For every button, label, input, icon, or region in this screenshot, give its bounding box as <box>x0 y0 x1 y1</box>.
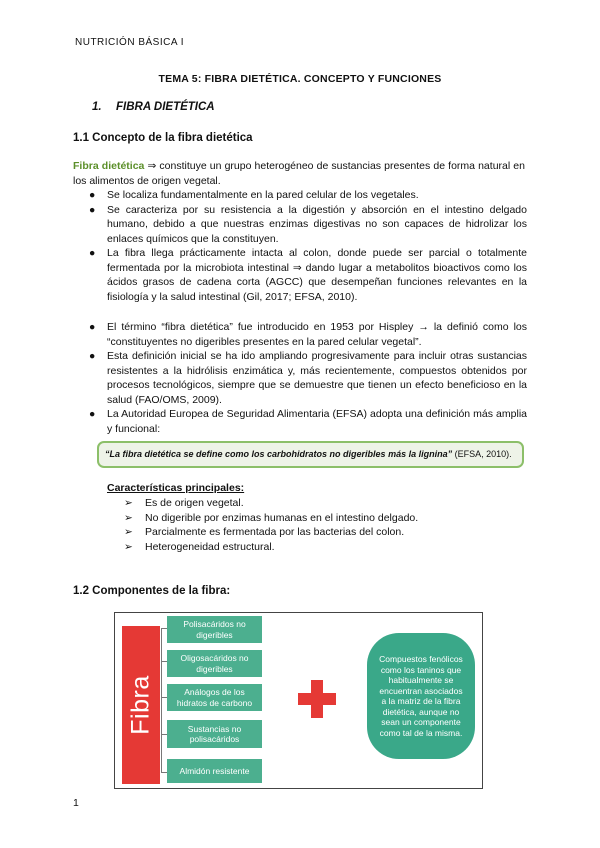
list-item: ● Se caracteriza por su resistencia a la digestión y absorción en el intestino delgado humano, debido a que nuestras enzimas digestivas no son capaces de hidrolizar los enlaces químicos que la constituyen. <box>89 203 527 245</box>
term-highlight: Fibra dietética <box>73 160 145 172</box>
running-header: NUTRICIÓN BÁSICA I <box>75 37 185 48</box>
list-item: ➢ No digerible por enzimas humanas en el intestino delgado. <box>124 511 419 524</box>
arrow-bullet-icon: ➢ <box>124 540 133 553</box>
section-title: FIBRA DIETÉTICA <box>116 101 215 113</box>
intro-paragraph <box>73 159 525 188</box>
quote-source: (EFSA, 2010). <box>452 449 512 459</box>
list-item: ● La fibra llega prácticamente intacta al colon, donde puede ser parcial o totalmente fermentada por la microbiota intestinal ⇒ dando lugar a metabolitos bioactivos como los ácidos grasos de cadena corta (AGCC) que desempeñan funciones relevantes en la fisiología y la salud intestinal (Gil, 2017; EFSA, 2010). <box>89 247 527 303</box>
list-item: ● Esta definición inicial se ha ido ampliando progresivamente para incluir otras sustancias resistentes a la hidrólisis enzimática y, más recientemente, compuestos obtenidos por procesos tecnológicos, siempre que se demuestre que tienen un efecto beneficioso en la salud (FAO/OMS, 2009). <box>89 350 527 406</box>
section-heading-1 <box>92 101 215 113</box>
component-box: Polisacáridos no digeribles <box>167 616 262 643</box>
component-box: Oligosacáridos no digeribles <box>167 650 262 677</box>
subsection-heading-1-1: 1.1 Concepto de la fibra dietética <box>73 132 253 144</box>
list-item: ➢ Es de origen vegetal. <box>124 497 244 509</box>
page-title: TEMA 5: FIBRA DIETÉTICA. CONCEPTO Y FUNCIONES <box>158 73 442 85</box>
characteristics-list <box>124 496 418 554</box>
characteristics-title: Características principales: <box>107 482 245 494</box>
arrow-bullet-icon: ➢ <box>124 511 133 524</box>
component-box: Análogos de los hidratos de carbono <box>167 684 262 711</box>
quote-text: “La fibra dietética se define como los carbohidratos no digeribles más la lignina” <box>105 449 453 459</box>
list-item: ● Se localiza fundamentalmente en la pared celular de los vegetales. <box>89 189 419 201</box>
phenolic-compounds-box: Compuestos fenólicos como los taninos que habitualmente se encuentran asociados a la matriz de la fibra dietética, aunque no sean un componente como tal de la misma. <box>367 633 475 759</box>
bullet-list-1 <box>89 188 527 304</box>
plus-icon-bar <box>298 693 336 705</box>
section-number: 1. <box>92 101 102 113</box>
arrow-bullet-icon: ➢ <box>124 497 133 509</box>
list-item: ● El término “fibra dietética” fue introducido en 1953 por Hispley → la definió como los “constituyentes no digeribles presentes en la pared celular vegetal”. <box>89 321 527 348</box>
bullet-list-2 <box>89 320 527 436</box>
intro-text: constituye un grupo heterogéneo de sustancias presentes de forma natural en los alimentos de origen vegetal. <box>73 160 525 187</box>
page-number: 1 <box>73 797 79 809</box>
list-item: ● La Autoridad Europea de Seguridad Alimentaria (EFSA) adopta una definición más amplia y funcional: <box>89 408 527 435</box>
component-box: Almidón resistente <box>167 759 262 783</box>
list-item: ➢ Parcialmente es fermentada por las bacterias del colon. <box>124 526 405 538</box>
arrow-bullet-icon: ➢ <box>124 526 133 538</box>
subsection-heading-1-2: 1.2 Componentes de la fibra: <box>73 585 231 597</box>
component-box: Sustancias no polisacáridos <box>167 720 262 748</box>
intro-arrow: ⇒ <box>147 160 157 172</box>
fibra-label: Fibra <box>126 675 155 735</box>
list-item: ➢ Heterogeneidad estructural. <box>124 540 275 553</box>
efsa-quote-box <box>97 441 524 468</box>
